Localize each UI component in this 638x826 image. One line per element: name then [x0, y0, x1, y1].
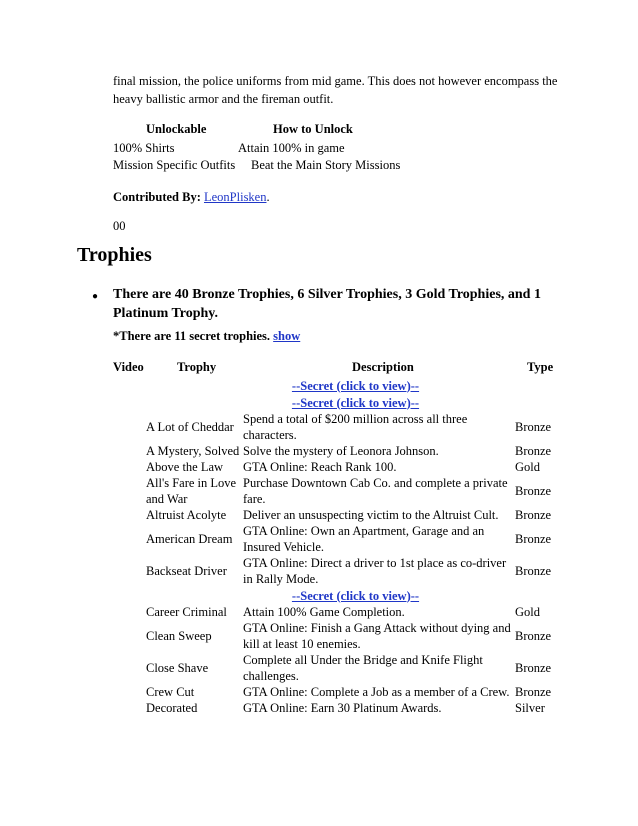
contributed-by — [113, 190, 270, 205]
unlockable-row-2-how: Beat the Main Story Missions — [251, 158, 401, 172]
summary-line-1: There are 40 Bronze Trophies, 6 Silver Trophies, 3 Gold Trophies, and 1 — [113, 287, 541, 302]
summary-line-2: Platinum Trophy. — [113, 306, 219, 321]
trophy-row — [144, 604, 565, 620]
unlockable-row-2-name: Mission Specific Outfits — [113, 158, 236, 172]
unlockable-row-1-how: Attain 100% in game — [238, 141, 345, 155]
trophy-name: Altruist Acolyte — [146, 508, 227, 522]
trophy-description: GTA Online: Reach Rank 100. — [243, 460, 397, 474]
trophy-description: Solve the mystery of Leonora Johnson. — [243, 444, 439, 458]
unlockable-header: Unlockable — [146, 122, 207, 136]
secret-note — [113, 329, 300, 344]
trophy-type: Silver — [515, 701, 545, 715]
trophy-row — [144, 555, 565, 587]
secret-reveal-link[interactable]: --Secret (click to view)-- — [291, 378, 420, 393]
col-type: Type — [527, 360, 554, 374]
trophy-type: Bronze — [515, 564, 552, 578]
how-to-unlock-header: How to Unlock — [273, 122, 353, 136]
trophy-row — [144, 523, 565, 555]
trophy-type: Gold — [515, 460, 540, 474]
secret-row[interactable] — [144, 394, 565, 411]
trophy-description: GTA Online: Finish a Gang Attack without dying and kill at least 10 enemies. — [243, 621, 511, 651]
intro-line-1: final mission, the police uniforms from mid game. This does not however encompass the — [113, 74, 558, 88]
show-secret-link[interactable]: show — [273, 329, 301, 343]
trophy-name: American Dream — [146, 532, 233, 546]
trophy-description: GTA Online: Direct a driver to 1st place as co-driver in Rally Mode. — [243, 556, 507, 586]
trophy-description: GTA Online: Own an Apartment, Garage and an Insured Vehicle. — [243, 524, 485, 554]
trophy-description: Complete all Under the Bridge and Knife Flight challenges. — [243, 653, 483, 683]
trophy-name: Crew Cut — [146, 685, 195, 699]
trophy-row — [144, 443, 565, 459]
col-video: Video — [113, 360, 144, 374]
contributor-suffix: . — [266, 190, 270, 204]
trophy-name: A Lot of Cheddar — [146, 420, 234, 434]
trophy-name: Clean Sweep — [146, 629, 212, 643]
secret-note-text: *There are 11 secret trophies. — [113, 329, 271, 343]
trophy-type: Bronze — [515, 508, 552, 522]
counter: 00 — [113, 219, 126, 233]
secret-reveal-link[interactable]: --Secret (click to view)-- — [291, 395, 420, 410]
trophy-row — [144, 411, 565, 443]
col-trophy: Trophy — [177, 360, 217, 374]
trophy-row — [144, 475, 565, 507]
trophy-description: Deliver an unsuspecting victim to the Altruist Cult. — [243, 508, 499, 522]
trophy-name: Backseat Driver — [146, 564, 227, 578]
contributor-link[interactable]: LeonPlisken — [203, 190, 267, 204]
secret-reveal-link[interactable]: --Secret (click to view)-- — [291, 588, 420, 603]
trophy-row — [144, 652, 565, 684]
trophy-row — [144, 684, 565, 700]
trophy-type: Bronze — [515, 685, 552, 699]
trophy-name: A Mystery, Solved — [146, 444, 240, 458]
unlockable-row-1-name: 100% Shirts — [113, 141, 175, 155]
trophy-name: Decorated — [146, 701, 198, 715]
secret-row[interactable] — [144, 587, 565, 604]
trophy-row — [144, 507, 565, 523]
col-description: Description — [352, 360, 414, 374]
trophy-type: Bronze — [515, 484, 552, 498]
trophy-description: Purchase Downtown Cab Co. and complete a private fare. — [243, 476, 508, 506]
section-title: Trophies — [77, 244, 152, 266]
trophy-row — [144, 620, 565, 652]
trophy-type: Bronze — [515, 420, 552, 434]
summary-bullet — [113, 285, 563, 323]
trophy-type: Bronze — [515, 661, 552, 675]
intro-paragraph — [113, 72, 560, 108]
trophy-row — [144, 459, 565, 475]
trophy-type: Bronze — [515, 444, 552, 458]
trophy-description: GTA Online: Complete a Job as a member of a Crew. — [243, 685, 510, 699]
trophy-description: Spend a total of $200 million across all three characters. — [243, 412, 468, 442]
bullet-icon: ● — [92, 291, 99, 302]
contributed-label: Contributed By: — [113, 190, 201, 204]
trophy-name: All's Fare in Love and War — [146, 476, 237, 506]
trophy-type: Bronze — [515, 532, 552, 546]
trophy-description: Attain 100% Game Completion. — [243, 605, 405, 619]
intro-line-2: heavy ballistic armor and the fireman outfit. — [113, 92, 334, 106]
trophy-name: Career Criminal — [146, 605, 227, 619]
secret-row[interactable] — [144, 377, 565, 394]
trophy-name: Close Shave — [146, 661, 209, 675]
trophy-type: Gold — [515, 605, 540, 619]
trophy-type: Bronze — [515, 629, 552, 643]
trophy-description: GTA Online: Earn 30 Platinum Awards. — [243, 701, 442, 715]
trophy-name: Above the Law — [146, 460, 224, 474]
trophy-row — [144, 700, 565, 716]
trophy-table — [144, 377, 565, 716]
